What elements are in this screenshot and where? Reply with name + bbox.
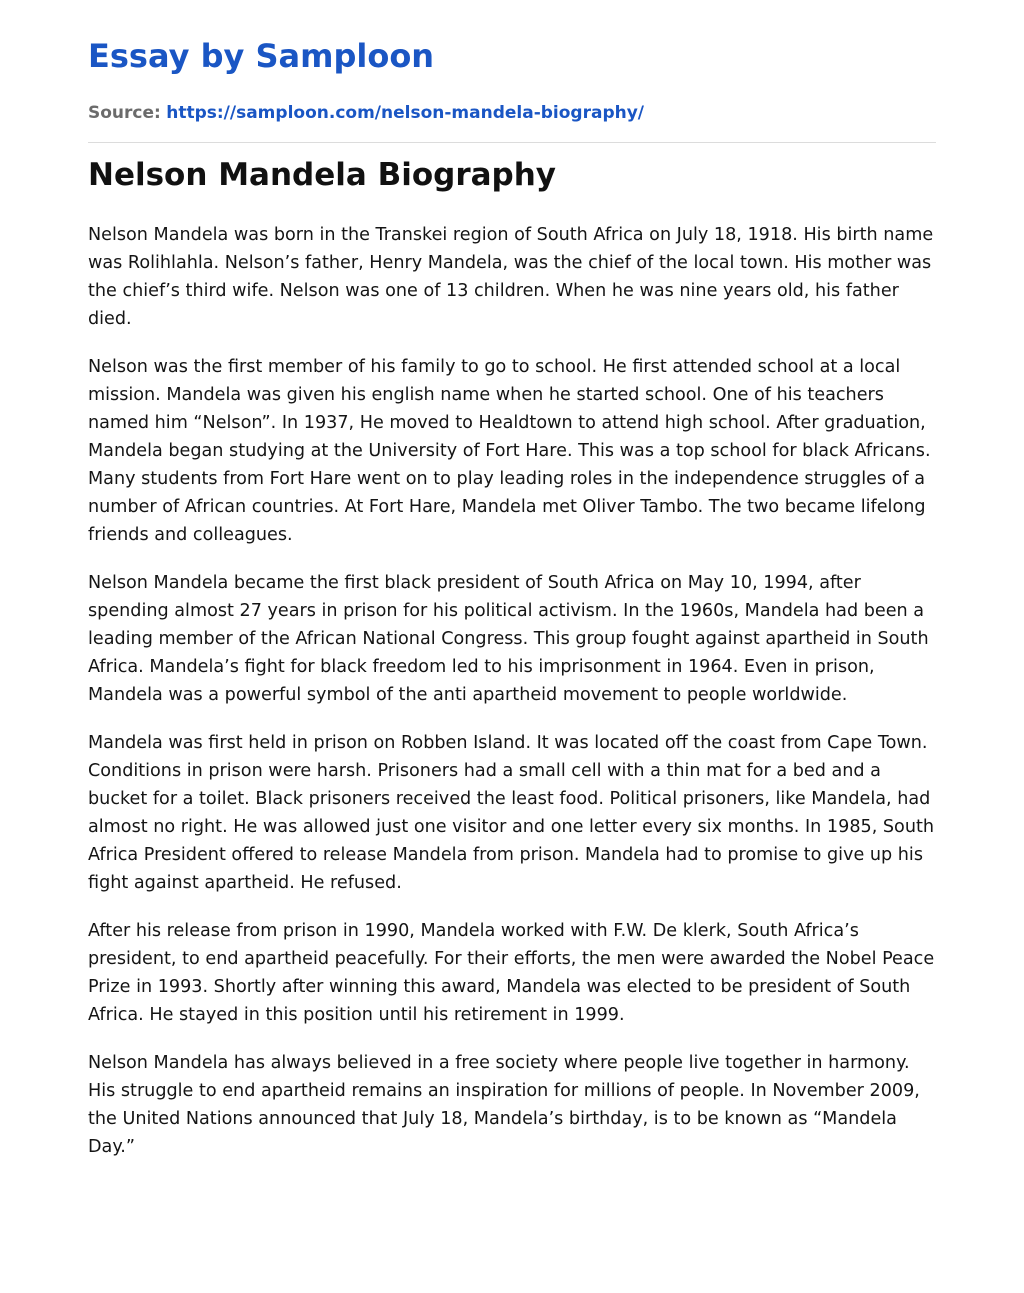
source-link[interactable]: https://samploon.com/nelson-mandela-biography/ — [166, 103, 645, 123]
essay-title: Nelson Mandela Biography — [88, 157, 557, 193]
paragraph: Nelson Mandela has always believed in a free society where people live together in harmony. His struggle to end apartheid remains an inspiration for millions of people. In November 2009, the United Nations announced that July 18, Mandela’s birthday, is to be known as “Mandela Day.” — [88, 1053, 920, 1157]
source-line — [88, 101, 644, 125]
header-divider — [88, 142, 936, 143]
paragraph: Nelson Mandela became the first black president of South Africa on May 10, 1994, after spending almost 27 years in prison for his political activism. In the 1960s, Mandela had been a leading member of the African National Congress. This group fought against apartheid in South Africa. Mandela’s fight for black freedom led to his imprisonment in 1964. Even in prison, Mandela was a powerful symbol of the anti apartheid movement to people worldwide. — [88, 573, 929, 705]
brand-title: Essay by Samploon — [88, 37, 435, 75]
paragraph: Nelson was the first member of his family to go to school. He first attended school at a local mission. Mandela was given his english name when he started school. One of his teachers named him “Nelson”. In 1937, He moved to Healdtown to attend high school. After graduation, Mandela began studying at the University of Fort Hare. This was a top school for black Africans. Many students from Fort Hare went on to play leading roles in the independence struggles of a number of African countries. At Fort Hare, Mandela met Oliver Tambo. The two became lifelong friends and colleagues. — [88, 357, 931, 545]
source-label: Source: — [88, 103, 161, 123]
paragraph: Nelson Mandela was born in the Transkei region of South Africa on July 18, 1918. His birth name was Rolihlahla. Nelson’s father, Henry Mandela, was the chief of the local town. His mother was the chief’s third wife. Nelson was one of 13 children. When he was nine years old, his father died. — [88, 225, 934, 329]
paragraph: After his release from prison in 1990, Mandela worked with F.W. De klerk, South Africa’s president, to end apartheid peacefully. For their efforts, the men were awarded the Nobel Peace Prize in 1993. Shortly after winning this award, Mandela was elected to be president of South Africa. He stayed in this position until his retirement in 1999. — [88, 921, 935, 1025]
essay-body — [88, 221, 936, 1181]
paragraph: Mandela was first held in prison on Robben Island. It was located off the coast from Cape Town. Conditions in prison were harsh. Prisoners had a small cell with a thin mat for a bed and a bucket for a toilet. Black prisoners received the least food. Political prisoners, like Mandela, had almost no right. He was allowed just one visitor and one letter every six months. In 1985, South Africa President offered to release Mandela from prison. Mandela had to promise to give up his fight against apartheid. He refused. — [88, 733, 935, 893]
